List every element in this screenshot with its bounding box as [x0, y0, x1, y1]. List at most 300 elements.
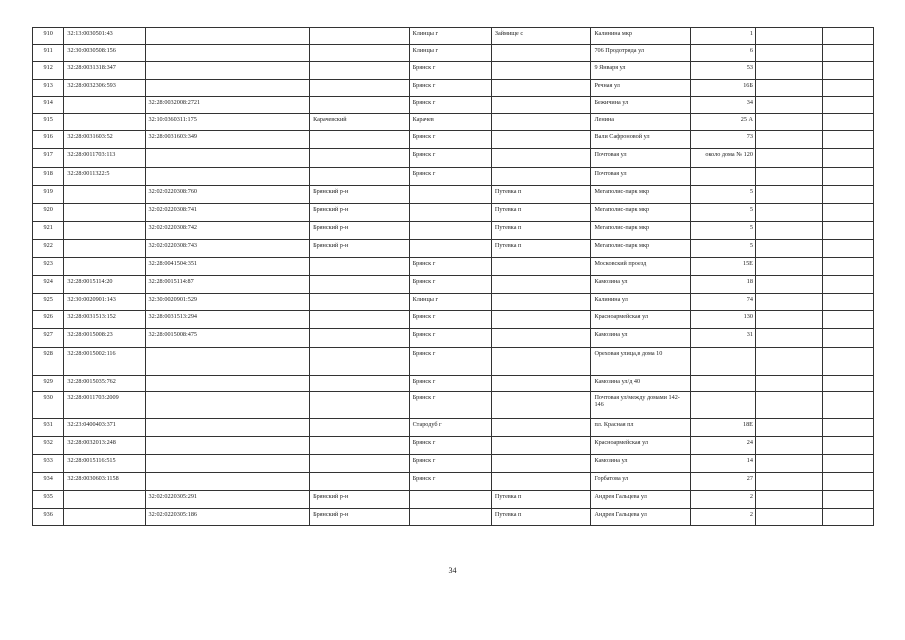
cell-house-number: 18Е — [691, 419, 756, 437]
cell-extra-a — [755, 62, 822, 80]
cell-extra-a — [755, 376, 822, 392]
cell-row-number: 922 — [33, 240, 64, 258]
cell-row-number: 910 — [33, 28, 64, 45]
cell-cadastral-number-land — [64, 97, 145, 114]
cell-settlement: Путевка п — [491, 186, 591, 204]
cell-row-number: 933 — [33, 455, 64, 473]
cell-city — [409, 222, 491, 240]
cell-row-number: 929 — [33, 376, 64, 392]
cell-city: Клинцы г — [409, 28, 491, 45]
cell-district: Брянский р-н — [310, 491, 410, 509]
cell-extra-a — [755, 114, 822, 131]
cell-district — [310, 419, 410, 437]
table-row — [33, 311, 874, 329]
cell-extra-b — [823, 276, 874, 294]
cell-city: Клинцы г — [409, 294, 491, 311]
cell-extra-b — [823, 222, 874, 240]
cell-cadastral-number-land — [64, 114, 145, 131]
cell-city — [409, 491, 491, 509]
cell-extra-a — [755, 186, 822, 204]
cell-street: Андрея Гальцева ул — [591, 491, 691, 509]
cell-street: Ленина — [591, 114, 691, 131]
table-row — [33, 348, 874, 376]
cell-street: Мегаполис-парк мкр — [591, 186, 691, 204]
cell-row-number: 924 — [33, 276, 64, 294]
cell-street: Андрея Гальцева ул — [591, 509, 691, 526]
cell-district — [310, 437, 410, 455]
cell-settlement — [491, 348, 591, 376]
cell-street: Красноармейская ул — [591, 311, 691, 329]
cell-house-number: 73 — [691, 131, 756, 149]
table-row — [33, 455, 874, 473]
cell-settlement: Путевка п — [491, 491, 591, 509]
cell-extra-a — [755, 348, 822, 376]
cell-settlement — [491, 437, 591, 455]
cell-district — [310, 149, 410, 168]
cell-extra-a — [755, 80, 822, 97]
table-row — [33, 204, 874, 222]
table-row — [33, 240, 874, 258]
cell-street: Камозина ул — [591, 455, 691, 473]
cell-cadastral-number-land — [64, 222, 145, 240]
cell-house-number: 27 — [691, 473, 756, 491]
cell-house-number — [691, 348, 756, 376]
cell-street: Почтовая ул — [591, 149, 691, 168]
cell-extra-a — [755, 329, 822, 348]
cell-city: Брянск г — [409, 149, 491, 168]
cell-cadastral-number-building: 32:28:0031603:349 — [145, 131, 310, 149]
table-row — [33, 392, 874, 419]
cell-extra-a — [755, 258, 822, 276]
table-row — [33, 186, 874, 204]
cell-settlement: Займище с — [491, 28, 591, 45]
cell-district: Карачевский — [310, 114, 410, 131]
cell-extra-b — [823, 168, 874, 186]
cell-row-number: 917 — [33, 149, 64, 168]
cell-extra-b — [823, 419, 874, 437]
cell-settlement — [491, 419, 591, 437]
cell-house-number: 14 — [691, 455, 756, 473]
table-row — [33, 97, 874, 114]
cell-cadastral-number-building: 32:02:0220305:186 — [145, 509, 310, 526]
cell-cadastral-number-building — [145, 392, 310, 419]
cell-city: Брянск г — [409, 131, 491, 149]
cell-cadastral-number-building — [145, 149, 310, 168]
cell-cadastral-number-building: 32:28:0031513:294 — [145, 311, 310, 329]
cell-house-number: 5 — [691, 186, 756, 204]
cell-cadastral-number-land: 32:28:0011703:113 — [64, 149, 145, 168]
cell-extra-a — [755, 28, 822, 45]
cell-extra-b — [823, 491, 874, 509]
cell-street: Ореховая улица,в дома 10 — [591, 348, 691, 376]
table-row — [33, 114, 874, 131]
cell-cadastral-number-land: 32:28:0015116:515 — [64, 455, 145, 473]
cell-district — [310, 276, 410, 294]
cell-row-number: 914 — [33, 97, 64, 114]
cell-row-number: 932 — [33, 437, 64, 455]
cell-extra-a — [755, 131, 822, 149]
cell-extra-b — [823, 294, 874, 311]
cell-row-number: 911 — [33, 45, 64, 62]
cell-settlement — [491, 168, 591, 186]
cell-city — [409, 509, 491, 526]
cell-row-number: 934 — [33, 473, 64, 491]
cell-district — [310, 80, 410, 97]
cell-settlement — [491, 258, 591, 276]
cell-cadastral-number-land: 32:28:0015035:762 — [64, 376, 145, 392]
cell-extra-a — [755, 149, 822, 168]
cell-city: Карачев — [409, 114, 491, 131]
cell-extra-a — [755, 419, 822, 437]
document-page — [32, 27, 874, 526]
cell-district — [310, 473, 410, 491]
cell-settlement — [491, 473, 591, 491]
cell-street: Камозина ул/д 40 — [591, 376, 691, 392]
cell-house-number: 2 — [691, 491, 756, 509]
cell-house-number: 2 — [691, 509, 756, 526]
cell-street: Бежичина ул — [591, 97, 691, 114]
cell-cadastral-number-land: 32:28:0015002:116 — [64, 348, 145, 376]
cell-extra-a — [755, 392, 822, 419]
cell-district — [310, 455, 410, 473]
cell-cadastral-number-building: 32:28:0015008:475 — [145, 329, 310, 348]
cell-house-number: около дома № 120 — [691, 149, 756, 168]
cell-cadastral-number-building: 32:10:0360311:175 — [145, 114, 310, 131]
cell-settlement — [491, 392, 591, 419]
table-row — [33, 258, 874, 276]
cell-cadastral-number-building — [145, 348, 310, 376]
cell-cadastral-number-building — [145, 376, 310, 392]
cell-row-number: 931 — [33, 419, 64, 437]
cell-city: Брянск г — [409, 258, 491, 276]
cell-extra-b — [823, 97, 874, 114]
cell-district — [310, 311, 410, 329]
cell-extra-b — [823, 473, 874, 491]
cell-street: Красноармейская ул — [591, 437, 691, 455]
cell-street: Горбатова ул — [591, 473, 691, 491]
cell-row-number: 919 — [33, 186, 64, 204]
cell-extra-b — [823, 329, 874, 348]
cell-row-number: 918 — [33, 168, 64, 186]
table-row — [33, 491, 874, 509]
cell-house-number: 15Е — [691, 258, 756, 276]
cell-house-number: 53 — [691, 62, 756, 80]
cell-cadastral-number-building — [145, 62, 310, 80]
cell-street: 706 Продотряда ул — [591, 45, 691, 62]
cell-district — [310, 97, 410, 114]
cell-extra-a — [755, 168, 822, 186]
cell-street: Почтовая ул — [591, 168, 691, 186]
table-row — [33, 28, 874, 45]
cell-city: Брянск г — [409, 329, 491, 348]
cell-row-number: 921 — [33, 222, 64, 240]
cell-cadastral-number-building: 32:02:0220308:743 — [145, 240, 310, 258]
cell-cadastral-number-building — [145, 45, 310, 62]
cell-house-number: 31 — [691, 329, 756, 348]
cell-district — [310, 294, 410, 311]
cell-cadastral-number-land: 32:28:0030603:1158 — [64, 473, 145, 491]
registry-table — [32, 27, 874, 526]
cell-city: Брянск г — [409, 437, 491, 455]
cell-extra-b — [823, 45, 874, 62]
cell-house-number — [691, 168, 756, 186]
cell-row-number: 925 — [33, 294, 64, 311]
cell-district: Брянский р-н — [310, 509, 410, 526]
cell-cadastral-number-building — [145, 455, 310, 473]
cell-extra-a — [755, 204, 822, 222]
cell-cadastral-number-land: 32:30:0020901:143 — [64, 294, 145, 311]
cell-district: Брянский р-н — [310, 240, 410, 258]
cell-extra-b — [823, 258, 874, 276]
cell-settlement — [491, 329, 591, 348]
cell-district: Брянский р-н — [310, 204, 410, 222]
cell-extra-a — [755, 473, 822, 491]
cell-city: Брянск г — [409, 97, 491, 114]
table-row — [33, 419, 874, 437]
cell-street: пл. Красная пл — [591, 419, 691, 437]
cell-house-number — [691, 392, 756, 419]
cell-extra-b — [823, 455, 874, 473]
cell-row-number: 920 — [33, 204, 64, 222]
cell-extra-b — [823, 28, 874, 45]
table-row — [33, 294, 874, 311]
cell-cadastral-number-land: 32:28:0032306:593 — [64, 80, 145, 97]
cell-extra-b — [823, 240, 874, 258]
cell-street: Калинина ул — [591, 294, 691, 311]
cell-settlement: Путевка п — [491, 240, 591, 258]
cell-street: Московский проезд — [591, 258, 691, 276]
cell-city — [409, 240, 491, 258]
cell-settlement: Путевка п — [491, 204, 591, 222]
cell-street: 9 Января ул — [591, 62, 691, 80]
cell-city: Брянск г — [409, 80, 491, 97]
cell-street: Мегаполис-парк мкр — [591, 240, 691, 258]
cell-city — [409, 186, 491, 204]
cell-cadastral-number-land: 32:28:0011322:5 — [64, 168, 145, 186]
cell-city: Брянск г — [409, 376, 491, 392]
cell-cadastral-number-land — [64, 240, 145, 258]
cell-street: Речная ул — [591, 80, 691, 97]
cell-extra-a — [755, 509, 822, 526]
cell-city — [409, 204, 491, 222]
cell-street: Мегаполис-парк мкр — [591, 204, 691, 222]
cell-settlement — [491, 294, 591, 311]
table-row — [33, 62, 874, 80]
cell-street: Мегаполис-парк мкр — [591, 222, 691, 240]
table-row — [33, 437, 874, 455]
cell-house-number: 18 — [691, 276, 756, 294]
cell-street: Вали Сафроновой ул — [591, 131, 691, 149]
cell-extra-a — [755, 240, 822, 258]
cell-house-number: 5 — [691, 240, 756, 258]
cell-settlement — [491, 97, 591, 114]
cell-cadastral-number-building — [145, 168, 310, 186]
cell-cadastral-number-building: 32:30:0020901:529 — [145, 294, 310, 311]
cell-house-number: 34 — [691, 97, 756, 114]
cell-cadastral-number-building — [145, 80, 310, 97]
cell-street: Камозина ул — [591, 329, 691, 348]
cell-city: Брянск г — [409, 392, 491, 419]
cell-settlement — [491, 131, 591, 149]
cell-extra-b — [823, 509, 874, 526]
cell-extra-b — [823, 131, 874, 149]
cell-city: Брянск г — [409, 311, 491, 329]
cell-city: Брянск г — [409, 473, 491, 491]
cell-row-number: 912 — [33, 62, 64, 80]
cell-cadastral-number-building: 32:28:0015114:87 — [145, 276, 310, 294]
cell-house-number: 5 — [691, 222, 756, 240]
cell-row-number: 936 — [33, 509, 64, 526]
cell-cadastral-number-land: 32:28:0011703:2009 — [64, 392, 145, 419]
cell-settlement — [491, 149, 591, 168]
cell-house-number — [691, 376, 756, 392]
cell-city: Брянск г — [409, 168, 491, 186]
cell-cadastral-number-building — [145, 28, 310, 45]
cell-settlement: Путевка п — [491, 222, 591, 240]
table-row — [33, 168, 874, 186]
cell-settlement — [491, 114, 591, 131]
cell-house-number: 16Б — [691, 80, 756, 97]
cell-extra-b — [823, 204, 874, 222]
table-body — [33, 28, 874, 526]
cell-extra-b — [823, 392, 874, 419]
cell-extra-a — [755, 294, 822, 311]
cell-cadastral-number-building: 32:02:0220308:760 — [145, 186, 310, 204]
table-row — [33, 509, 874, 526]
cell-cadastral-number-land — [64, 491, 145, 509]
cell-district — [310, 168, 410, 186]
cell-extra-b — [823, 149, 874, 168]
cell-cadastral-number-building: 32:28:0041504:351 — [145, 258, 310, 276]
cell-district — [310, 28, 410, 45]
cell-city: Брянск г — [409, 348, 491, 376]
table-row — [33, 329, 874, 348]
table-row — [33, 473, 874, 491]
cell-cadastral-number-land: 32:28:0031318:347 — [64, 62, 145, 80]
cell-district — [310, 258, 410, 276]
cell-district: Брянский р-н — [310, 222, 410, 240]
cell-extra-a — [755, 437, 822, 455]
cell-extra-a — [755, 491, 822, 509]
cell-row-number: 916 — [33, 131, 64, 149]
cell-cadastral-number-land: 32:28:0015008:23 — [64, 329, 145, 348]
cell-row-number: 926 — [33, 311, 64, 329]
cell-cadastral-number-land: 32:30:0030508:156 — [64, 45, 145, 62]
cell-row-number: 915 — [33, 114, 64, 131]
cell-extra-a — [755, 276, 822, 294]
table-row — [33, 45, 874, 62]
cell-cadastral-number-building — [145, 473, 310, 491]
cell-extra-b — [823, 348, 874, 376]
table-row — [33, 222, 874, 240]
cell-cadastral-number-land: 32:28:0032013:248 — [64, 437, 145, 455]
page-number: 34 — [448, 566, 457, 575]
cell-cadastral-number-land: 32:23:0400403:371 — [64, 419, 145, 437]
cell-street: Калинина мкр — [591, 28, 691, 45]
cell-extra-b — [823, 186, 874, 204]
table-row — [33, 149, 874, 168]
cell-row-number: 927 — [33, 329, 64, 348]
cell-extra-a — [755, 97, 822, 114]
cell-street: Почтовая ул/между домами 142-146 — [591, 392, 691, 419]
cell-cadastral-number-land — [64, 509, 145, 526]
cell-row-number: 930 — [33, 392, 64, 419]
cell-row-number: 913 — [33, 80, 64, 97]
cell-house-number: 25 А — [691, 114, 756, 131]
cell-cadastral-number-land: 32:28:0031513:152 — [64, 311, 145, 329]
cell-city: Клинцы г — [409, 45, 491, 62]
cell-extra-b — [823, 311, 874, 329]
cell-district — [310, 62, 410, 80]
cell-house-number: 130 — [691, 311, 756, 329]
cell-settlement — [491, 376, 591, 392]
cell-cadastral-number-building — [145, 419, 310, 437]
cell-extra-a — [755, 311, 822, 329]
cell-cadastral-number-building — [145, 437, 310, 455]
cell-house-number: 6 — [691, 45, 756, 62]
cell-cadastral-number-land — [64, 204, 145, 222]
cell-district — [310, 329, 410, 348]
cell-house-number: 74 — [691, 294, 756, 311]
cell-city: Брянск г — [409, 62, 491, 80]
cell-cadastral-number-building: 32:02:0220308:742 — [145, 222, 310, 240]
cell-cadastral-number-building: 32:02:0220305:291 — [145, 491, 310, 509]
cell-extra-a — [755, 222, 822, 240]
cell-settlement — [491, 455, 591, 473]
cell-row-number: 928 — [33, 348, 64, 376]
cell-extra-b — [823, 437, 874, 455]
cell-extra-a — [755, 45, 822, 62]
cell-city: Стародуб г — [409, 419, 491, 437]
table-row — [33, 376, 874, 392]
cell-city: Брянск г — [409, 276, 491, 294]
cell-extra-b — [823, 62, 874, 80]
cell-house-number: 1 — [691, 28, 756, 45]
table-row — [33, 276, 874, 294]
cell-settlement — [491, 311, 591, 329]
cell-district — [310, 131, 410, 149]
cell-district: Брянский р-н — [310, 186, 410, 204]
cell-district — [310, 376, 410, 392]
cell-cadastral-number-building: 32:28:0032008:2721 — [145, 97, 310, 114]
cell-extra-a — [755, 455, 822, 473]
cell-row-number: 923 — [33, 258, 64, 276]
cell-extra-b — [823, 80, 874, 97]
cell-cadastral-number-building: 32:02:0220308:741 — [145, 204, 310, 222]
cell-street: Камозина ул — [591, 276, 691, 294]
table-row — [33, 80, 874, 97]
cell-house-number: 5 — [691, 204, 756, 222]
cell-cadastral-number-land — [64, 258, 145, 276]
table-row — [33, 131, 874, 149]
cell-district — [310, 45, 410, 62]
cell-row-number: 935 — [33, 491, 64, 509]
cell-settlement — [491, 80, 591, 97]
cell-extra-b — [823, 114, 874, 131]
cell-settlement — [491, 62, 591, 80]
cell-district — [310, 392, 410, 419]
cell-settlement — [491, 276, 591, 294]
cell-settlement — [491, 45, 591, 62]
cell-city: Брянск г — [409, 455, 491, 473]
cell-settlement: Путевка п — [491, 509, 591, 526]
cell-house-number: 24 — [691, 437, 756, 455]
cell-cadastral-number-land: 32:28:0015114:20 — [64, 276, 145, 294]
cell-district — [310, 348, 410, 376]
cell-extra-b — [823, 376, 874, 392]
cell-cadastral-number-land — [64, 186, 145, 204]
cell-cadastral-number-land: 32:28:0031603:52 — [64, 131, 145, 149]
